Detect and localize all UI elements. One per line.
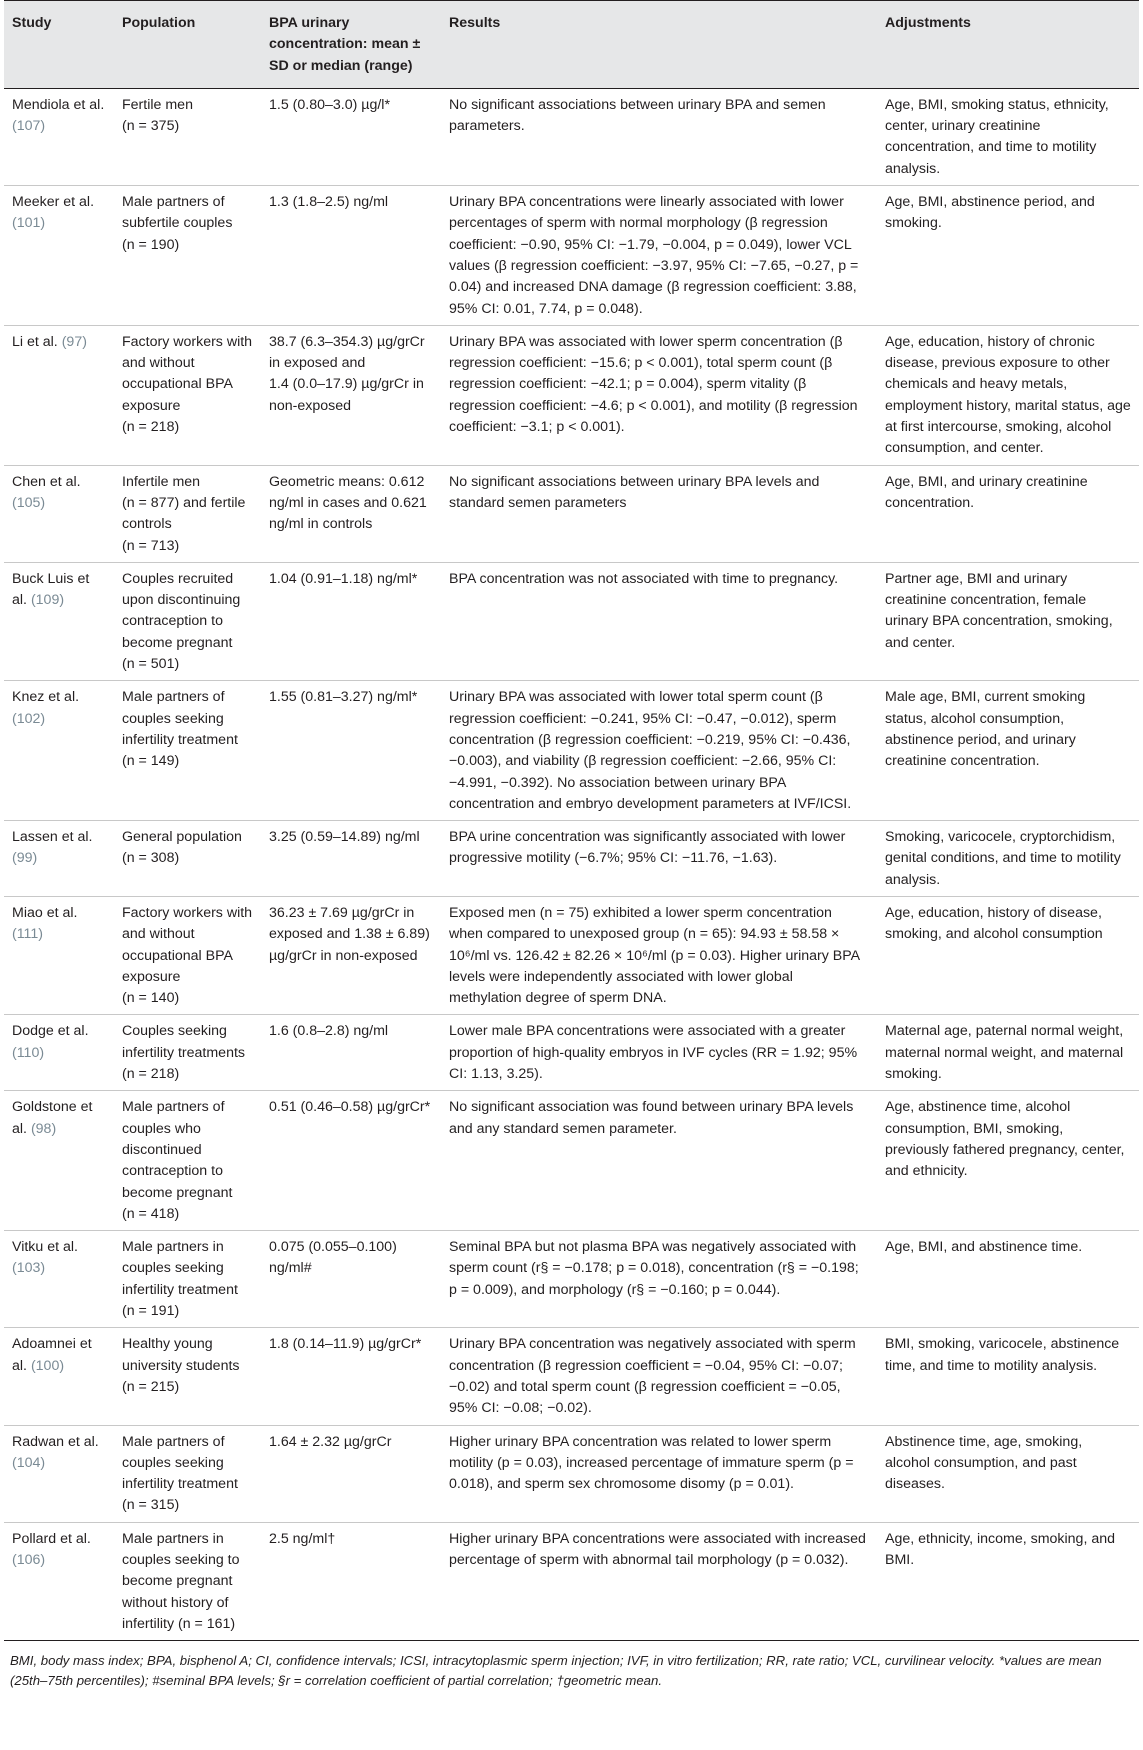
cell-study xyxy=(4,562,114,680)
study-reference-link[interactable]: (107) xyxy=(12,118,46,135)
cell-results: Urinary BPA was associated with lower sperm concentration (β regression coefficient: −15.6; p < 0.001), total sperm count (β regression coefficient: −42.1; p = 0.004), sperm vitality (β regression coefficient: −4.6; p < 0.001), and motility (β regression coefficient: −3.1; p < 0.001). xyxy=(449,333,858,436)
cell-adjustments: Age, education, history of disease, smoking, and alcohol consumption xyxy=(885,904,1103,943)
study-name: Goldstone et al. xyxy=(12,1099,93,1137)
cell-bpa-concentration: 1.64 ± 2.32 µg/grCr xyxy=(269,1433,392,1450)
cell-study xyxy=(4,1522,114,1640)
study-name: Lassen et al. xyxy=(12,829,93,846)
study-name: Buck Luis et al. xyxy=(12,570,90,609)
study-name: Pollard et al. xyxy=(12,1530,91,1547)
cell-population: Male partners in couples seeking infertility treatment (n = 191) xyxy=(122,1239,238,1320)
cell-results: Exposed men (n = 75) exhibited a lower sperm concentration when compared to unexposed group (n = 65): 94.93 ± 58.58 × 10⁶/ml vs. 126.42 ± 82.26 × 10⁶/ml (p = 0.03). Higher urinary BPA levels were independently associated with lower global methylation degree of sperm DNA. xyxy=(449,904,860,1007)
cell-results: Urinary BPA was associated with lower total sperm count (β regression coefficient: −0.241, 95% CI: −0.47, −0.012), sperm concentration (β regression coefficient: −0.219, 95% CI: −0.436, −0.003), and viability (β regression coefficient: −2.66, 95% CI: −4.991, −0.392). No association between urinary BPA concentration and embryo development parameters at IVF/ICSI. xyxy=(449,689,852,812)
table-row xyxy=(4,325,1139,465)
table-row xyxy=(4,896,1139,1014)
study-reference-link[interactable]: (98) xyxy=(30,1120,57,1137)
cell-population: General population (n = 308) xyxy=(122,829,242,867)
study-reference-link[interactable]: (99) xyxy=(12,850,38,867)
cell-adjustments: Age, BMI, and abstinence time. xyxy=(885,1239,1083,1256)
bpa-studies-table xyxy=(4,0,1139,1641)
header-results: Results xyxy=(449,15,501,31)
cell-adjustments: Partner age, BMI and urinary creatinine concentration, female urinary BPA concentration, smoking, and center. xyxy=(885,570,1113,651)
cell-study xyxy=(4,681,114,821)
table-row xyxy=(4,681,1139,821)
table-row xyxy=(4,1015,1139,1091)
cell-study xyxy=(4,1231,114,1328)
study-reference-link[interactable]: (106) xyxy=(12,1552,46,1568)
cell-population: Male partners of couples seeking infertility treatment (n = 315) xyxy=(122,1433,238,1514)
cell-results: Urinary BPA concentration was negatively associated with sperm concentration (β regression coefficient = −0.04, 95% CI: −0.07; −0.02) and total sperm count (β regression coefficient = −0.05, 95% CI: −0.08; −0.02). xyxy=(449,1336,856,1417)
cell-study xyxy=(4,186,114,326)
cell-results: BPA concentration was not associated with time to pregnancy. xyxy=(449,570,839,587)
study-reference-link[interactable]: (100) xyxy=(30,1357,65,1374)
header-adjustments: Adjustments xyxy=(885,15,971,31)
table-row xyxy=(4,186,1139,326)
cell-adjustments: Age, BMI, abstinence period, and smoking. xyxy=(885,194,1095,232)
cell-population: Male partners in couples seeking to become pregnant without history of infertility (n = 161) xyxy=(122,1530,240,1632)
table-row xyxy=(4,465,1139,562)
study-name: Adoamnei et al. xyxy=(12,1336,92,1374)
cell-results: Higher urinary BPA concentration was related to lower sperm motility (p = 0.03), increased percentage of immature sperm (p = 0.018), and sperm sex chromosome disomy (p = 0.01). xyxy=(449,1433,854,1493)
cell-adjustments: Male age, BMI, current smoking status, alcohol consumption, abstinence period, and urinary creatinine concentration. xyxy=(885,689,1086,770)
study-reference-link[interactable]: (110) xyxy=(12,1044,45,1061)
cell-population: Male partners of subfertile couples (n = 190) xyxy=(122,194,233,253)
study-reference-link[interactable]: (111) xyxy=(12,926,44,943)
cell-results: Lower male BPA concentrations were associated with a greater proportion of high-quality embryos in IVF cycles (RR = 1.92; 95% CI: 1.13, 3.25). xyxy=(449,1023,858,1083)
table-row xyxy=(4,88,1139,185)
cell-study xyxy=(4,465,114,562)
cell-population: Healthy young university students (n = 215) xyxy=(122,1336,240,1395)
cell-population: Male partners of couples who discontinued contraception to become pregnant (n = 418) xyxy=(122,1099,233,1222)
cell-adjustments: Abstinence time, age, smoking, alcohol consumption, and past diseases. xyxy=(885,1433,1083,1493)
table-header-row xyxy=(4,1,1139,89)
cell-results: No significant association was found between urinary BPA levels and any standard semen parameter. xyxy=(449,1099,854,1137)
study-name: Mendiola et al. xyxy=(12,96,105,113)
cell-bpa-concentration: Geometric means: 0.612 ng/ml in cases and 0.621 ng/ml in controls xyxy=(269,473,427,533)
study-reference-link[interactable]: (102) xyxy=(12,710,46,727)
cell-study xyxy=(4,821,114,897)
cell-bpa-concentration: 1.55 (0.81–3.27) ng/ml* xyxy=(269,689,418,706)
table-row xyxy=(4,562,1139,680)
study-name: Knez et al. xyxy=(12,689,80,706)
study-name: Li et al. xyxy=(12,333,58,350)
cell-population: Male partners of couples seeking infertility treatment (n = 149) xyxy=(122,689,238,770)
cell-adjustments: Age, abstinence time, alcohol consumption, BMI, smoking, previously fathered pregnancy, center, and ethnicity. xyxy=(885,1099,1125,1180)
cell-bpa-concentration: 1.3 (1.8–2.5) ng/ml xyxy=(269,194,389,211)
cell-population: Factory workers with and without occupational BPA exposure (n = 218) xyxy=(122,333,253,436)
cell-study xyxy=(4,325,114,465)
cell-adjustments: Age, education, history of chronic disease, previous exposure to other chemicals and heavy metals, employment history, marital status, age at first intercourse, smoking, alcohol consumption, and center. xyxy=(885,333,1131,457)
cell-population: Fertile men (n = 375) xyxy=(122,96,193,135)
cell-population: Infertile men (n = 877) and fertile controls (n = 713) xyxy=(122,473,246,554)
table-row xyxy=(4,1328,1139,1425)
cell-study xyxy=(4,88,114,185)
table-row xyxy=(4,1425,1139,1522)
cell-bpa-concentration: 36.23 ± 7.69 µg/grCr in exposed and 1.38 ± 6.89) µg/grCr in non-exposed xyxy=(269,904,430,964)
cell-adjustments: Age, BMI, and urinary creatinine concentration. xyxy=(885,473,1088,511)
cell-study xyxy=(4,1091,114,1231)
cell-adjustments: BMI, smoking, varicocele, abstinence time, and time to motility analysis. xyxy=(885,1336,1120,1374)
study-reference-link[interactable]: (97) xyxy=(61,333,87,350)
study-reference-link[interactable]: (109) xyxy=(30,592,65,609)
table-row xyxy=(4,1522,1139,1640)
cell-bpa-concentration: 2.5 ng/ml† xyxy=(269,1530,336,1547)
cell-results: Urinary BPA concentrations were linearly associated with lower percentages of sperm with normal morphology (β regression coefficient: −0.90, 95% CI: −1.79, −0.004, p = 0.049), lower VCL values (β regression coefficient: −3.97, 95% CI: −7.65, −0.27, p = 0.04) and increased DNA damage (β regression coefficient: 3.88, 95% CI: 0.01, 7.74, p = 0.048). xyxy=(449,194,859,317)
study-name: Vitku et al. xyxy=(12,1239,78,1256)
cell-adjustments: Smoking, varicocele, cryptorchidism, genital conditions, and time to motility analysis. xyxy=(885,829,1121,888)
cell-study xyxy=(4,1015,114,1091)
study-reference-link[interactable]: (101) xyxy=(12,215,46,232)
cell-population: Factory workers with and without occupational BPA exposure (n = 140) xyxy=(122,904,253,1007)
study-reference-link[interactable]: (103) xyxy=(12,1260,46,1277)
cell-adjustments: Maternal age, paternal normal weight, maternal normal weight, and maternal smoking. xyxy=(885,1023,1124,1083)
study-name: Dodge et al. xyxy=(12,1023,89,1040)
study-name: Meeker et al. xyxy=(12,194,95,211)
cell-bpa-concentration: 3.25 (0.59–14.89) ng/ml xyxy=(269,829,420,846)
header-bpa-concentration: BPA urinary concentration: mean ± SD or median (range) xyxy=(269,15,421,74)
study-name: Miao et al. xyxy=(12,904,78,921)
header-study: Study xyxy=(12,15,52,31)
cell-results: BPA urine concentration was significantly associated with lower progressive motility (−6.7%; 95% CI: −11.76, −1.63). xyxy=(449,829,846,867)
cell-study xyxy=(4,896,114,1014)
study-name: Chen et al. xyxy=(12,473,81,490)
cell-bpa-concentration: 1.8 (0.14–11.9) µg/grCr* xyxy=(269,1336,422,1353)
table-row xyxy=(4,821,1139,897)
cell-bpa-concentration: 0.075 (0.055–0.100) ng/ml# xyxy=(269,1239,397,1277)
cell-adjustments: Age, ethnicity, income, smoking, and BMI. xyxy=(885,1530,1116,1568)
study-reference-link[interactable]: (104) xyxy=(12,1454,46,1471)
cell-bpa-concentration: 38.7 (6.3–354.3) µg/grCr in exposed and 1.4 (0.0–17.9) µg/grCr in non-exposed xyxy=(269,333,425,414)
table-footnote: BMI, body mass index; BPA, bisphenol A; CI, confidence intervals; ICSI, intracytoplasmic sperm injection; IVF, in vitro fertilization; RR, rate ratio; VCL, curvilinear velocity. *values are mean (25th–75th percentiles); #seminal BPA levels; §r = correlation coefficient of partial correlation; †geometric mean. xyxy=(10,1653,1102,1688)
cell-bpa-concentration: 1.6 (0.8–2.8) ng/ml xyxy=(269,1023,389,1040)
cell-study xyxy=(4,1328,114,1425)
cell-adjustments: Age, BMI, smoking status, ethnicity, center, urinary creatinine concentration, and time to motility analysis. xyxy=(885,96,1109,177)
cell-results: Higher urinary BPA concentrations were associated with increased percentage of sperm with abnormal tail morphology (p = 0.032). xyxy=(449,1530,866,1568)
cell-bpa-concentration: 1.04 (0.91–1.18) ng/ml* xyxy=(269,570,418,587)
cell-population: Couples seeking infertility treatments (n = 218) xyxy=(122,1023,245,1083)
study-name: Radwan et al. xyxy=(12,1433,99,1450)
cell-study xyxy=(4,1425,114,1522)
table-row xyxy=(4,1231,1139,1328)
cell-results: No significant associations between urinary BPA and semen parameters. xyxy=(449,96,826,135)
cell-results: No significant associations between urinary BPA levels and standard semen parameters xyxy=(449,473,820,511)
cell-bpa-concentration: 1.5 (0.80–3.0) µg/l* xyxy=(269,96,390,113)
cell-results: Seminal BPA but not plasma BPA was negatively associated with sperm count (r§ = −0.178; p = 0.018), concentration (r§ = −0.198; p = 0.009), and morphology (r§ = −0.160; p = 0.044). xyxy=(449,1239,859,1298)
study-reference-link[interactable]: (105) xyxy=(12,494,46,511)
cell-bpa-concentration: 0.51 (0.46–0.58) µg/grCr* xyxy=(269,1099,431,1116)
cell-population: Couples recruited upon discontinuing contraception to become pregnant (n = 501) xyxy=(122,570,241,673)
header-population: Population xyxy=(122,15,196,31)
table-row xyxy=(4,1091,1139,1231)
